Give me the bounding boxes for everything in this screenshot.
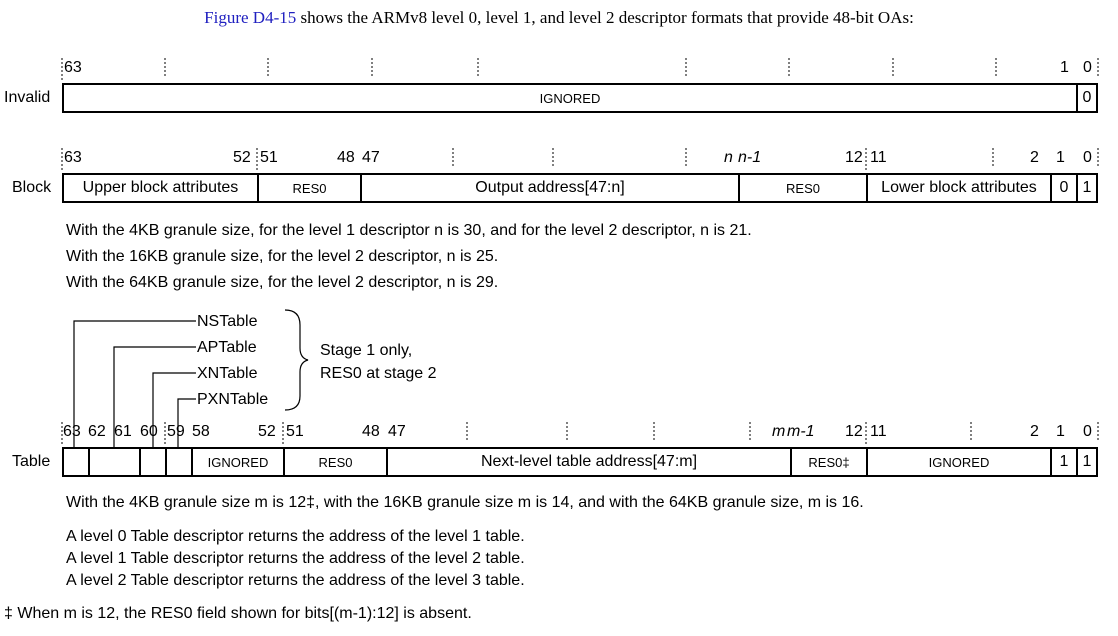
block-note: With the 4KB granule size, for the level 1 descriptor n is 30, and for the level 2 descriptor, n is 21. xyxy=(66,222,752,239)
bit-label: 63 xyxy=(63,423,81,440)
bit-label: 52 xyxy=(258,423,276,440)
bit-label: 61 xyxy=(114,423,132,440)
bit-label: 11 xyxy=(870,149,887,166)
field-res0-conditional: RES0‡ xyxy=(790,447,868,477)
bit-label: 0 xyxy=(1083,149,1092,166)
row-label-table: Table xyxy=(12,453,51,470)
level-note: A level 0 Table descriptor returns the address of the level 1 table. xyxy=(66,528,525,545)
bit-label: 1 xyxy=(1056,423,1065,440)
bit-label: 59 xyxy=(167,423,185,440)
intro-text: shows the ARMv8 level 0, level 1, and level 2 descriptor formats that provide 48-bit OAs: xyxy=(296,8,914,27)
bit-label: m-1 xyxy=(787,423,815,440)
brace xyxy=(285,310,308,410)
bit-label: 62 xyxy=(88,423,106,440)
bit-label: 51 xyxy=(260,149,278,166)
table-note: With the 4KB granule size m is 12‡, with the 16KB granule size m is 14, and with the 64KB granule size, m is 16. xyxy=(66,494,864,511)
field-res0: RES0 xyxy=(283,447,388,477)
bit-label: n-1 xyxy=(738,149,762,166)
bit-label: 11 xyxy=(870,423,887,440)
bit-label: 2 xyxy=(1030,423,1039,440)
bit-label: n xyxy=(724,149,733,166)
attr-aptable: APTable xyxy=(197,339,257,356)
bit-label: 58 xyxy=(192,423,210,440)
field-aptable xyxy=(88,447,141,477)
field-res0: RES0 xyxy=(257,173,362,203)
field-nstable xyxy=(62,447,90,477)
field-ignored: IGNORED xyxy=(62,83,1078,113)
attr-xntable: XNTable xyxy=(197,365,258,382)
bit-label: 52 xyxy=(233,149,251,166)
bit-label: 2 xyxy=(1030,149,1039,166)
brace-note: RES0 at stage 2 xyxy=(320,365,437,382)
level-note: A level 2 Table descriptor returns the address of the level 3 table. xyxy=(66,572,525,589)
field-output-address: Output address[47:n] xyxy=(360,173,740,203)
bit-label: 12 xyxy=(845,423,863,440)
bit-label: 0 xyxy=(1083,423,1092,440)
block-note: With the 16KB granule size, for the level 2 descriptor, n is 25. xyxy=(66,248,499,265)
bit-label: 0 xyxy=(1083,59,1092,76)
field-upper-attributes: Upper block attributes xyxy=(62,173,259,203)
bit-label: 63 xyxy=(64,59,82,76)
bit-label: m xyxy=(772,423,786,440)
row-label-invalid: Invalid xyxy=(4,89,51,106)
attr-nstable: NSTable xyxy=(197,313,258,330)
level-note: A level 1 Table descriptor returns the address of the level 2 table. xyxy=(66,550,525,567)
field-ignored: IGNORED xyxy=(866,447,1052,477)
attr-pxntable: PXNTable xyxy=(197,391,269,408)
bit-label: 63 xyxy=(64,149,82,166)
bit-label: 47 xyxy=(388,423,406,440)
bit-label: 48 xyxy=(362,423,380,440)
block-note: With the 64KB granule size, for the level 2 descriptor, n is 29. xyxy=(66,274,499,291)
brace-note: Stage 1 only, xyxy=(320,342,413,359)
field-ignored: IGNORED xyxy=(191,447,285,477)
field-lower-attributes: Lower block attributes xyxy=(866,173,1052,203)
bit-label: 1 xyxy=(1056,149,1065,166)
field-bit0: 1 xyxy=(1076,447,1098,477)
field-bit1: 1 xyxy=(1050,447,1078,477)
bit-label: 51 xyxy=(286,423,304,440)
bit-label: 12 xyxy=(845,149,863,166)
footnote: ‡ When m is 12, the RES0 field shown for bits[(m-1):12] is absent. xyxy=(4,605,472,622)
field-xntable xyxy=(139,447,167,477)
field-bit1: 0 xyxy=(1050,173,1078,203)
field-res0: RES0 xyxy=(738,173,868,203)
field-next-level-address: Next-level table address[47:m] xyxy=(386,447,792,477)
bit-label: 60 xyxy=(140,423,158,440)
bit-label: 47 xyxy=(362,149,380,166)
figure-link[interactable]: Figure D4-15 xyxy=(204,8,297,27)
row-label-block: Block xyxy=(12,179,52,196)
field-pxntable xyxy=(165,447,193,477)
field-bit0: 0 xyxy=(1076,83,1098,113)
bit-label: 48 xyxy=(337,149,355,166)
field-bit0: 1 xyxy=(1076,173,1098,203)
bit-label: 1 xyxy=(1060,59,1069,76)
